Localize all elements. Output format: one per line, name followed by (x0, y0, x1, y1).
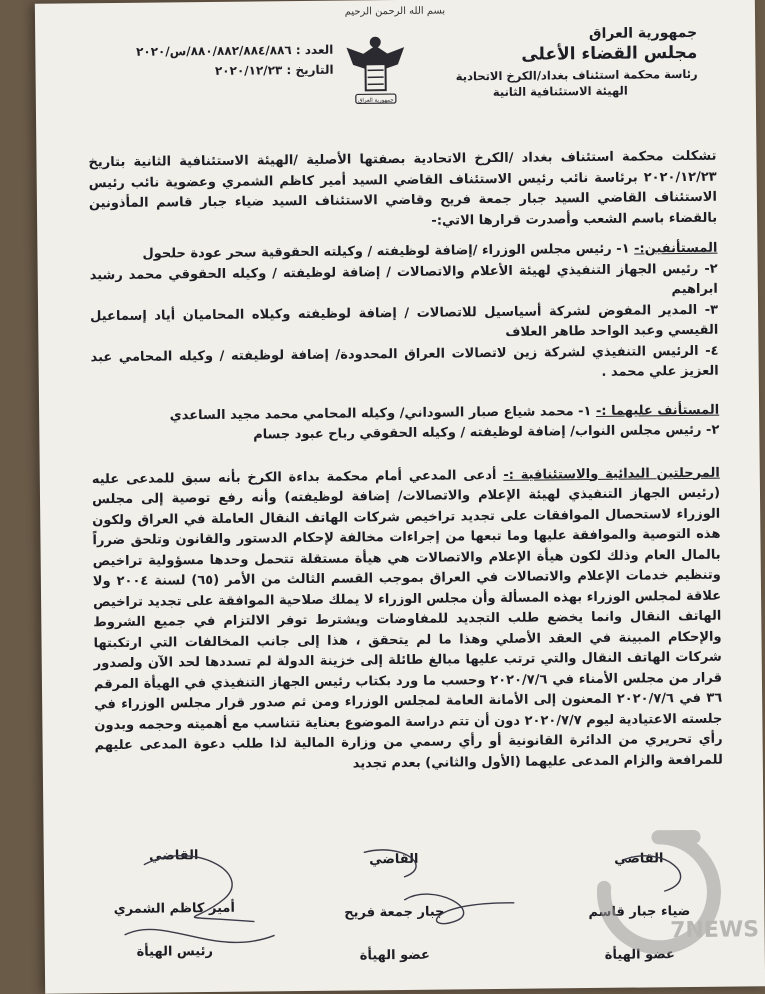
letterhead (407, 25, 698, 100)
signature-name: أمير كاظم الشمري (94, 901, 254, 918)
appellant-4: ٤- الرئيس التنفيذي لشركة زين لاتصالات العراق المحدودة/ إضافة لوظيفته / وكيله المحامي عبد العزيز علي محمد . (90, 341, 718, 389)
respondent-2: ٢- رئيس مجلس النواب/ إضافة لوظيفته / وكيله الحقوقي رباح عبود جسام (91, 421, 719, 448)
court-title: رئاسة محكمة استئناف بغداد/الكرخ الاتحادية (408, 67, 698, 84)
signature-title: القاضي (314, 851, 474, 868)
signature-name: جبار جمعة فريح (314, 904, 474, 921)
document-body (88, 147, 722, 778)
stages-heading: المرحلتين البدائية والاستئنافية :- (503, 465, 720, 482)
respondents-heading: المستأنف عليهما :- (596, 402, 719, 418)
appellant-2: ٢- رئيس الجهاز التنفيذي لهيئة الأعلام والاتصالات / إضافة لوظيفته / وكيله الحقوقي محمد رشيد ابراهيم (90, 259, 718, 307)
intro-paragraph: تشكلت محكمة استئناف بغداد /الكرخ الاتحادية بصفتها الأصلية /الهيئة الاستئنافية الثانية بتاريخ ٢٠٢٠/١٢/٢٣ برئاسة نائب رئيس الاستئناف القاضي السيد أمير كاظم الشمري وعضوية نائب رئيس الاستئناف القاضي السيد جبار جمعة فريح وقاضي الاستئناف السيد ضياء جبار قاسم المأذونين بالقضاء باسم الشعب وأصدرت قرارها الاتي:- (88, 147, 717, 236)
signature-role: عضو الهيأة (315, 947, 475, 964)
court-document (35, 0, 765, 994)
panel-title: الهيئة الاستئنافية الثانية (408, 83, 698, 100)
emblem-caption: جمهورية العراق (358, 98, 394, 104)
watermark-text: 7NEWS (670, 917, 759, 943)
appellant-3: ٣- المدير المفوض لشركة أسياسيل للاتصالات / إضافة لوظيفته وكيلاه المحاميان أياد إسماعيل القيسي وعبد الواحد طاهر العلاف (90, 300, 718, 348)
stages-paragraph (92, 463, 723, 777)
republic-title: جمهورية العراق (407, 25, 697, 44)
signature-title: القاضي (564, 851, 714, 868)
reference-block (83, 43, 333, 86)
document-date: التاريخ : ٢٠٢٠/١٢/٢٣ (83, 63, 333, 80)
news-watermark-icon (563, 816, 765, 978)
signature-role: عضو الهيأة (565, 947, 715, 964)
respondent-1-text: ١- محمد شياع صبار السوداني/ وكيله المحامي محمد مجيد الساعدي (170, 403, 592, 422)
signature-role: رئيس الهيأة (95, 944, 255, 961)
stages-text: أدعى المدعي أمام محكمة بداءة الكرخ بأنه سبق للمدعى عليه (رئيس الجهاز التنفيذي لهيئة الإعلام والاتصالات/ إضافة لوظيفته) وأنه رفع توصية إلى مجلس الوزراء لاستحصال الموافقات على تجديد تراخيص شركات الهاتف النقال العاملة في العراق ولكون هذه التوصية والموافقة عليها وما تبعها من إجراءات مخالفة لإحكام الدستور والقانون وتلحق ضرراً بالمال العام وذلك لكون هيأة الإعلام والاتصالات هي هيأة مستقلة تتحمل وحدها مسؤولية تراخيص وتنظيم خدمات الإعلام والاتصالات في العراق بموجب القسم الثالث من الأمر (٦٥) لسنة ٢٠٠٤ ولا علاقة لمجلس الوزراء بهذه المسألة وأن مجلس الوزراء لا يملك صلاحية الموافقة على تجديد تراخيص الهاتف النقال وانما يخضع طلب التجديد للمفاوضات ويشترط توفر الالتزام في جميع الشروط والإحكام المبينة في العقد الأصلي وهذا ما لم يتحقق ، هذا إلى جانب المخالفات التي ارتكبتها شركات الهاتف النقال والتي ترتب عليها مبالغ طائلة إلى خزينة الدولة لم تسددها لحد الآن ولصدور قرار من مجلس الأمناء في ٢٠٢٠/٧/٦ وحسب ما ورد بكتاب رئيس الجهاز التنفيذي في الهيأة المرقم ٣٦ في ٢٠٢٠/٧/٦ المعنون إلى الأمانة العامة لمجلس الوزراء ومن ثم صدور قرار مجلس الوزراء في جلسته الاعتيادية ليوم ٢٠٢٠/٧/٧ دون أن تتم دراسة الموضوع بعناية تتناسب مع أهميته وحجمه وبدون رأي تحريري من الدائرة القانونية أو رأي رسمي من وزارة المالية لذا طلب دعوة المدعى عليهم للمرافعة والزام المدعى عليهما (الأول والثاني) بعدم تجديد (92, 467, 723, 771)
signature-name: ضياء جبار قاسم (564, 904, 714, 921)
basmala: بسم الله الرحمن الرحيم (35, 2, 755, 21)
iraq-eagle-emblem-icon (343, 34, 408, 111)
council-title: مجلس القضاء الأعلى (407, 43, 697, 66)
appellant-1-text: ١- رئيس مجلس الوزراء /إضافة لوظيفته / وكيلته الحقوقية سحر عودة حلحول (142, 242, 629, 262)
appellants-heading: المستأنفين:- (634, 241, 717, 257)
case-number: العدد : ٨٨٠/٨٨٢/٨٨٤/٨٨٦/س/٢٠٢٠ (83, 43, 333, 60)
signature-title: القاضي (94, 848, 254, 865)
